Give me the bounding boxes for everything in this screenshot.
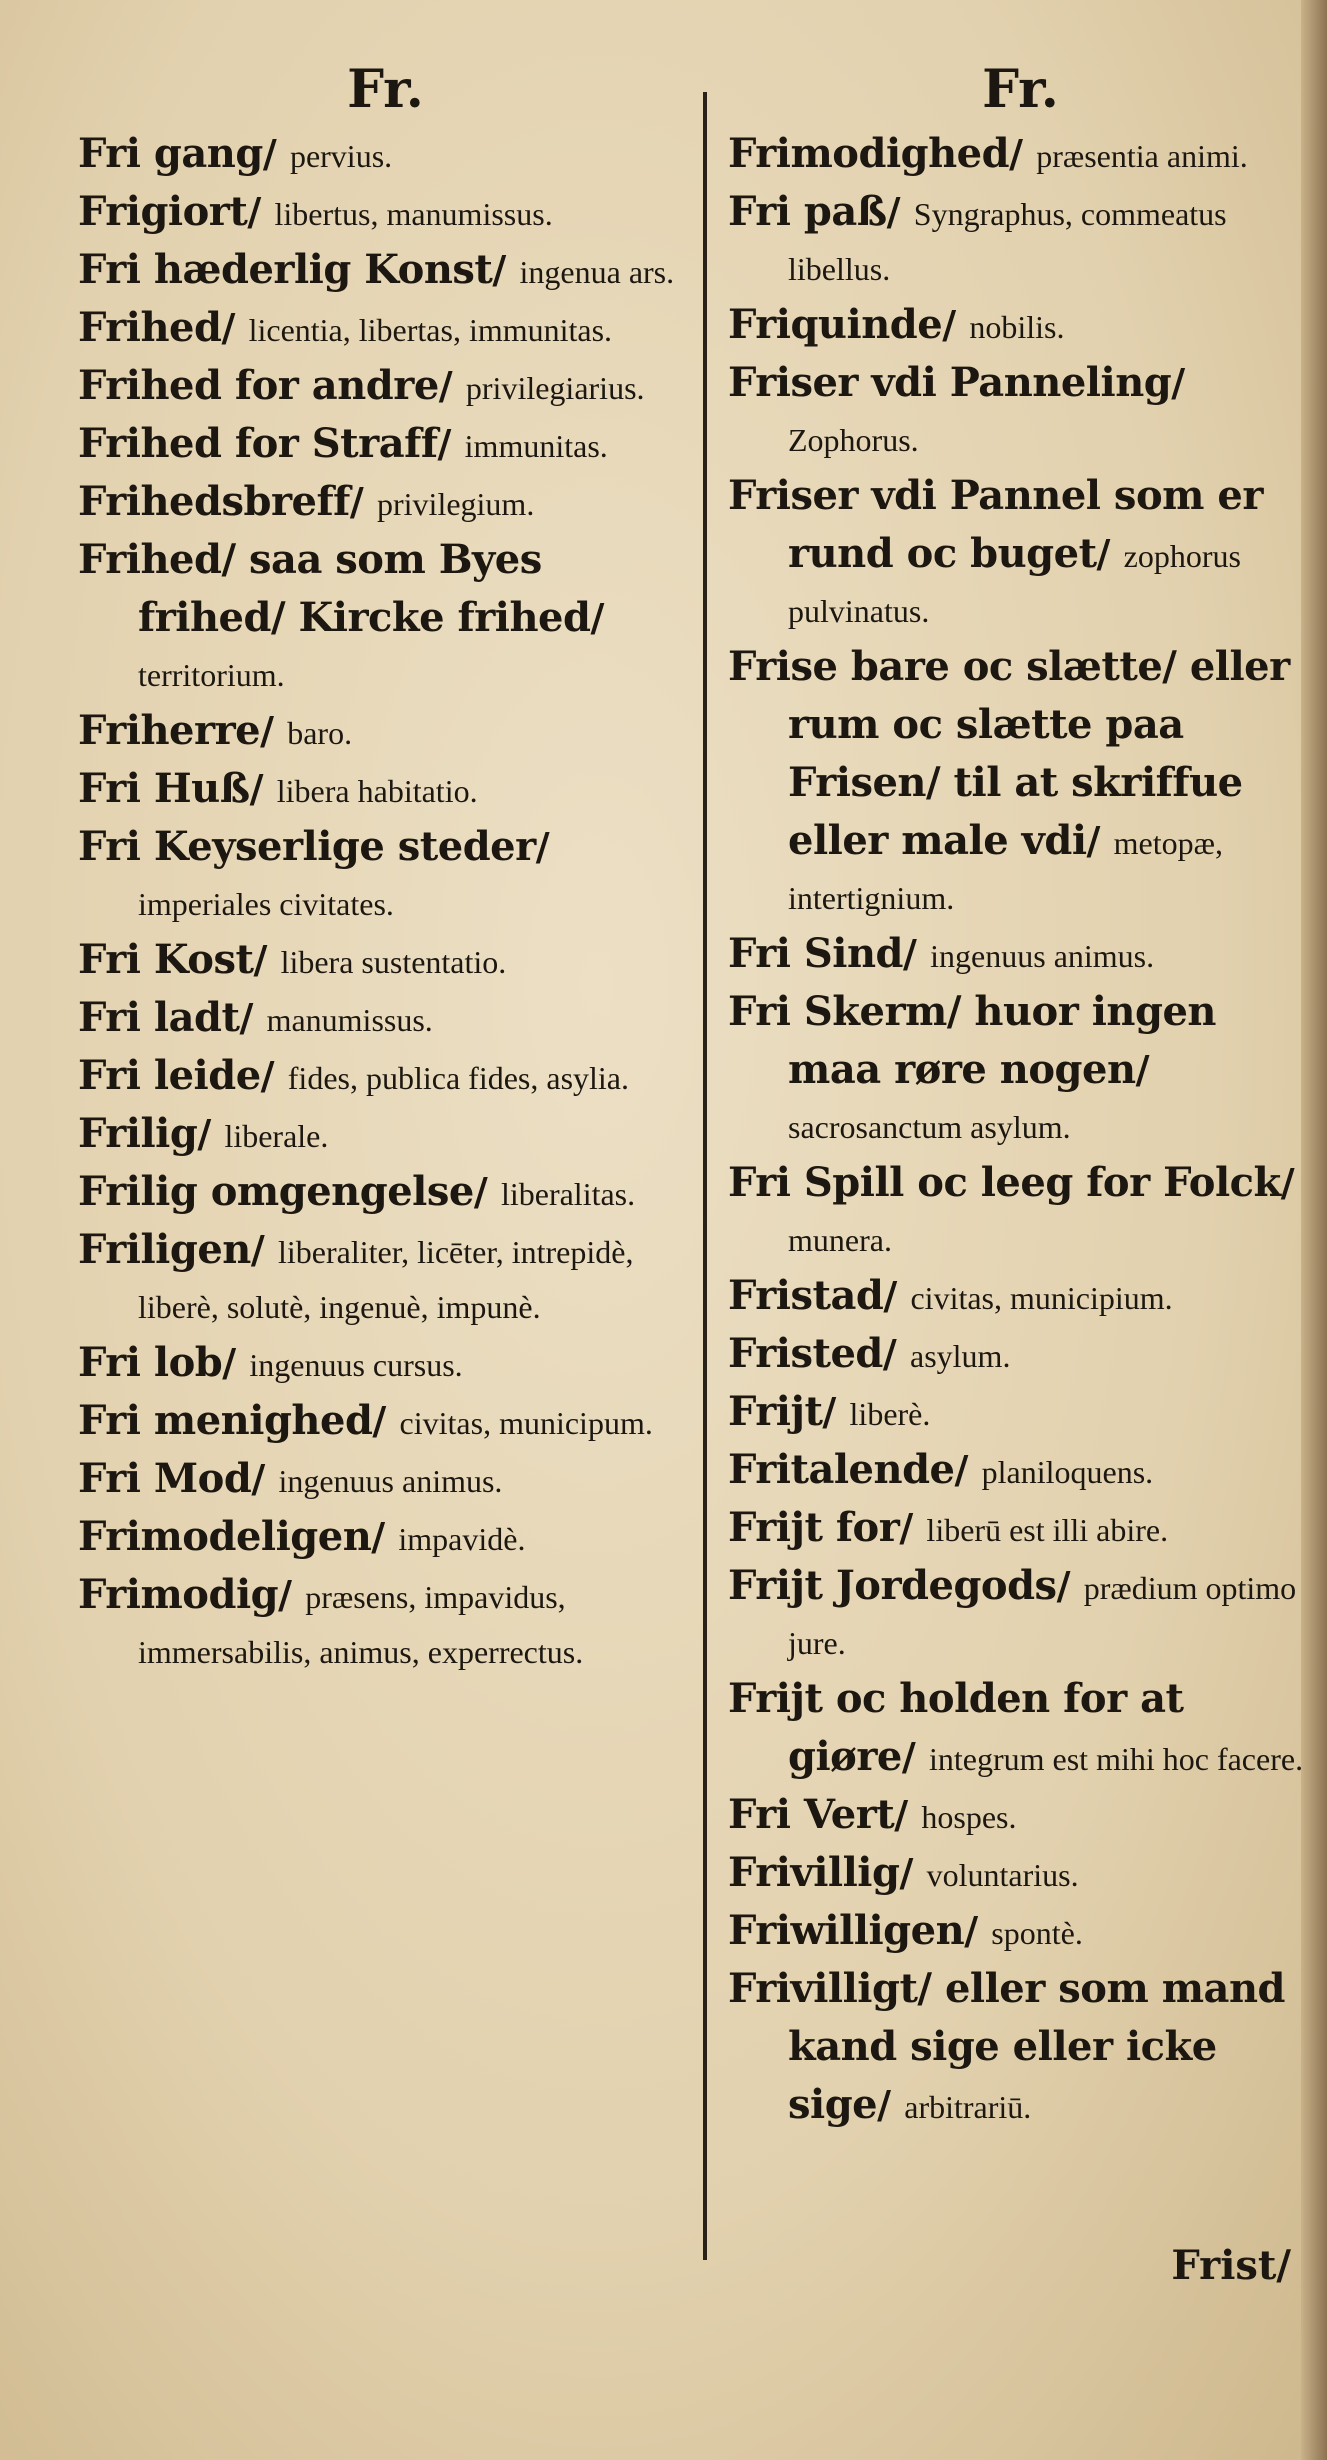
- virgule-separator: /: [899, 1850, 927, 1895]
- entry-headword: Fri Keyserlige steder: [78, 823, 536, 870]
- entry-gloss: metopæ, intertignium.: [788, 825, 1223, 916]
- entry-headword: Fri paß: [728, 188, 887, 235]
- virgule-separator: /: [883, 1273, 911, 1318]
- virgule-separator: /: [822, 1389, 850, 1434]
- dictionary-entry: [78, 1048, 693, 1106]
- virgule-separator: /: [1096, 531, 1124, 576]
- entry-headword: Frijt Jordegods: [728, 1562, 1057, 1609]
- running-head-right: Fr.: [982, 59, 1059, 120]
- dictionary-entry: [78, 1509, 693, 1567]
- entry-gloss: zophorus pulvinatus.: [788, 538, 1241, 629]
- dictionary-entry: [728, 1787, 1313, 1845]
- entry-headword: Fri menighed: [78, 1397, 373, 1444]
- entry-headword: Friwilligen: [728, 1907, 965, 1954]
- entry-headword: Fri Mod: [78, 1455, 252, 1502]
- virgule-separator: /: [894, 1792, 922, 1837]
- virgule-separator: /: [954, 1447, 982, 1492]
- virgule-separator: /: [942, 302, 970, 347]
- running-head-left: Fr.: [347, 59, 424, 120]
- entry-headword: Fri Sind: [728, 930, 904, 977]
- right-column: [728, 0, 1313, 2135]
- virgule-separator: /: [903, 931, 931, 976]
- virgule-separator: /: [964, 1908, 992, 1953]
- virgule-separator: /: [901, 1734, 929, 1779]
- virgule-separator: /: [197, 1111, 225, 1156]
- entry-headword: Frihed for Straff: [78, 420, 438, 467]
- entry-gloss: liberaliter, licēter, intrepidè, liberè, solutè, ingenuè, impunè.: [138, 1234, 634, 1325]
- entry-headword: Fri gang: [78, 130, 263, 177]
- virgule-separator: /: [1086, 818, 1114, 863]
- dictionary-entry: [78, 1106, 693, 1164]
- entry-gloss: ingenuus cursus.: [249, 1347, 463, 1383]
- virgule-separator: /: [1280, 1160, 1295, 1205]
- entry-headword: Friser vdi Panneling: [728, 359, 1172, 406]
- dictionary-entry: [78, 761, 693, 819]
- left-column: [78, 0, 693, 1680]
- entry-gloss: munera.: [788, 1222, 892, 1258]
- dictionary-entry: [78, 242, 693, 300]
- dictionary-entry: [78, 1335, 693, 1393]
- virgule-separator: /: [247, 189, 275, 234]
- column-rule: [703, 92, 707, 2260]
- virgule-separator: /: [260, 1053, 288, 1098]
- entry-headword: Fri lob: [78, 1339, 223, 1386]
- entry-headword: Frimodeligen: [78, 1513, 372, 1560]
- dictionary-entry: [728, 355, 1313, 468]
- entry-gloss: immunitas.: [464, 428, 608, 464]
- entry-headword: Fri Vert: [728, 1791, 895, 1838]
- virgule-separator: /: [438, 363, 466, 408]
- dictionary-entry: [728, 1326, 1313, 1384]
- virgule-separator: /: [260, 708, 288, 753]
- entry-gloss: impavidè.: [398, 1521, 526, 1557]
- entry-headword: Fri ladt: [78, 994, 240, 1041]
- entry-gloss: libera sustentatio.: [280, 944, 507, 980]
- virgule-separator: /: [882, 1331, 910, 1376]
- dictionary-entry: [728, 984, 1313, 1155]
- entry-gloss: fides, publica fides, asylia.: [287, 1060, 629, 1096]
- dictionary-entry: [728, 1384, 1313, 1442]
- entry-gloss: libertus, manumissus.: [274, 196, 553, 232]
- dictionary-entry: [78, 1164, 693, 1222]
- entry-gloss: ingenua ars.: [519, 254, 675, 290]
- entry-gloss: licentia, libertas, immunitas.: [248, 312, 613, 348]
- dictionary-entry: [728, 1155, 1313, 1268]
- entry-headword: Frilig omgengelse: [78, 1168, 474, 1215]
- entry-gloss: sacrosanctum asylum.: [788, 1109, 1071, 1145]
- dictionary-entry: [728, 1903, 1313, 1961]
- dictionary-entry: [728, 1268, 1313, 1326]
- entry-gloss: ingenuus animus.: [930, 938, 1155, 974]
- entry-gloss: Zophorus.: [788, 422, 919, 458]
- entry-headword: Frivilligt/ eller som mand kand sige eller icke sige: [728, 1965, 1285, 2128]
- dictionary-entry: [78, 474, 693, 532]
- dictionary-entry: [78, 416, 693, 474]
- entry-gloss: liberè.: [849, 1396, 931, 1432]
- virgule-separator: /: [349, 479, 377, 524]
- virgule-separator: /: [473, 1169, 501, 1214]
- entry-gloss: pervius.: [289, 138, 393, 174]
- virgule-separator: /: [222, 1340, 250, 1385]
- virgule-separator: /: [250, 1227, 278, 1272]
- dictionary-entry: [728, 126, 1313, 184]
- entry-gloss: liberalitas.: [500, 1176, 636, 1212]
- entry-gloss: integrum est mihi hoc facere.: [928, 1741, 1304, 1777]
- entry-headword: Frilig: [78, 1110, 198, 1157]
- virgule-separator: /: [278, 1572, 306, 1617]
- entry-headword: Fri hæderlig Konst: [78, 246, 493, 293]
- virgule-separator: /: [877, 2082, 905, 2127]
- entry-headword: Frihed: [78, 304, 222, 351]
- entry-headword: Friquinde: [728, 301, 943, 348]
- left-entries: [78, 126, 693, 1680]
- dictionary-entry: [78, 990, 693, 1048]
- virgule-separator: /: [492, 247, 520, 292]
- virgule-separator: /: [249, 766, 277, 811]
- dictionary-entry: [78, 358, 693, 416]
- right-entries: [728, 126, 1313, 2135]
- dictionary-entry: [728, 468, 1313, 639]
- entry-gloss: manumissus.: [266, 1002, 433, 1038]
- dictionary-entry: [78, 1393, 693, 1451]
- entry-headword: Friherre: [78, 707, 261, 754]
- entry-headword: Fristad: [728, 1272, 884, 1319]
- entry-gloss: libera habitatio.: [276, 773, 478, 809]
- virgule-separator: /: [535, 824, 550, 869]
- entry-gloss: Syngraphus, commeatus libellus.: [788, 196, 1227, 287]
- entry-gloss: prædium optimo jure.: [788, 1570, 1297, 1661]
- dictionary-entry: [728, 1845, 1313, 1903]
- entry-headword: Friser vdi Pannel som er rund oc buget: [728, 472, 1263, 577]
- entry-gloss: ingenuus animus.: [278, 1463, 503, 1499]
- entry-gloss: asylum.: [910, 1338, 1011, 1374]
- dictionary-entry: [78, 532, 693, 703]
- entry-gloss: liberū est illi abire.: [926, 1512, 1169, 1548]
- entry-gloss: liberale.: [224, 1118, 329, 1154]
- dictionary-entry: [728, 1671, 1313, 1787]
- dictionary-entry: [78, 1567, 693, 1680]
- entry-headword: Fri Kost: [78, 936, 254, 983]
- entry-headword: Frigiort: [78, 188, 248, 235]
- dictionary-entry: [728, 297, 1313, 355]
- entry-gloss: voluntarius.: [926, 1857, 1079, 1893]
- virgule-separator: /: [221, 305, 249, 350]
- virgule-separator: /: [590, 595, 605, 640]
- dictionary-entry: [78, 819, 693, 932]
- dictionary-entry: [78, 1451, 693, 1509]
- catchword: Frist/: [1171, 2242, 1291, 2289]
- dictionary-entry: [78, 126, 693, 184]
- entry-headword: Frihedsbreff: [78, 478, 350, 525]
- entry-gloss: privilegium.: [377, 486, 535, 522]
- entry-headword: Frihed for andre: [78, 362, 439, 409]
- entry-headword: Fri leide: [78, 1052, 261, 1099]
- entry-gloss: planiloquens.: [981, 1454, 1154, 1490]
- entry-headword: Frimodighed: [728, 130, 1010, 177]
- entry-headword: Frihed/ saa som Byes frihed/ Kircke frihed: [78, 536, 591, 641]
- dictionary-entry: [78, 932, 693, 990]
- entry-gloss: nobilis.: [969, 309, 1065, 345]
- virgule-separator: /: [371, 1514, 399, 1559]
- virgule-separator: /: [253, 937, 281, 982]
- entry-headword: Friligen: [78, 1226, 251, 1273]
- entry-headword: Frijt: [728, 1388, 823, 1435]
- dictionary-entry: [728, 926, 1313, 984]
- entry-headword: Fritalende: [728, 1446, 955, 1493]
- dictionary-entry: [78, 300, 693, 358]
- virgule-separator: /: [899, 1505, 927, 1550]
- entry-headword: Fri Spill oc leeg for Folck: [728, 1159, 1281, 1206]
- entry-gloss: civitas, municipum.: [399, 1405, 653, 1441]
- entry-headword: Fri Huß: [78, 765, 250, 812]
- entry-gloss: præsens, impavidus, immersabilis, animus, experrectus.: [138, 1579, 584, 1670]
- virgule-separator: /: [437, 421, 465, 466]
- virgule-separator: /: [251, 1456, 279, 1501]
- virgule-separator: /: [1009, 131, 1037, 176]
- virgule-separator: /: [239, 995, 267, 1040]
- entry-gloss: præsentia animi.: [1036, 138, 1248, 174]
- dictionary-entry: [78, 184, 693, 242]
- entry-gloss: territorium.: [138, 657, 285, 693]
- dictionary-entry: [78, 703, 693, 761]
- entry-gloss: privilegiarius.: [465, 370, 645, 406]
- entry-gloss: baro.: [287, 715, 353, 751]
- dictionary-entry: [728, 1558, 1313, 1671]
- entry-headword: Frivillig: [728, 1849, 900, 1896]
- dictionary-entry: [728, 639, 1313, 926]
- dictionary-entry: [728, 1500, 1313, 1558]
- entry-gloss: hospes.: [921, 1799, 1017, 1835]
- dictionary-entry: [728, 1961, 1313, 2135]
- entry-headword: Frimodig: [78, 1571, 279, 1618]
- virgule-separator: /: [262, 131, 290, 176]
- entry-headword: Fri Skerm/ huor ingen maa røre nogen: [728, 988, 1216, 1093]
- virgule-separator: /: [1056, 1563, 1084, 1608]
- entry-gloss: spontè.: [991, 1915, 1083, 1951]
- virgule-separator: /: [1171, 360, 1186, 405]
- entry-gloss: imperiales civitates.: [138, 886, 394, 922]
- dictionary-entry: [728, 184, 1313, 297]
- entry-gloss: arbitrariū.: [904, 2089, 1032, 2125]
- entry-headword: Frijt oc holden for at giøre: [728, 1675, 1184, 1780]
- entry-headword: Frijt for: [728, 1504, 900, 1551]
- virgule-separator: /: [886, 189, 914, 234]
- entry-gloss: civitas, municipium.: [910, 1280, 1173, 1316]
- dictionary-entry: [728, 1442, 1313, 1500]
- virgule-separator: /: [372, 1398, 400, 1443]
- entry-headword: Frise bare oc slætte/ eller rum oc slætte paa Frisen/ til at skriffue eller male vdi: [728, 643, 1290, 864]
- virgule-separator: /: [1135, 1047, 1150, 1092]
- entry-headword: Fristed: [728, 1330, 883, 1377]
- dictionary-entry: [78, 1222, 693, 1335]
